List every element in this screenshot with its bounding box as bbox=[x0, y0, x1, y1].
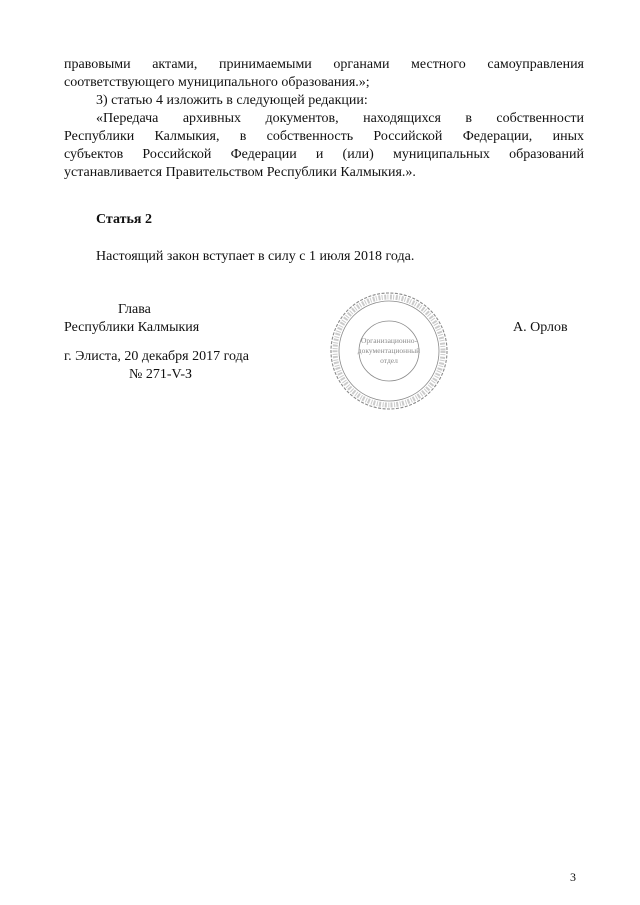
text-line: устанавливается Правительством Республики Калмыкия.». bbox=[64, 165, 416, 180]
signatory-title-line2: Республики Калмыкия bbox=[64, 320, 200, 335]
article-heading: Статья 2 bbox=[96, 212, 152, 227]
paragraph-quoted-text bbox=[64, 110, 584, 182]
place-and-date: г. Элиста, 20 декабря 2017 года bbox=[64, 349, 249, 364]
text-line: правовыми актами, принимаемыми органами местного самоуправления bbox=[64, 57, 584, 72]
paragraph-continuation bbox=[64, 56, 584, 92]
article-text: Настоящий закон вступает в силу с 1 июля 2018 года. bbox=[96, 249, 415, 264]
text-line: 3) статью 4 изложить в следующей редакции: bbox=[96, 93, 368, 108]
text-line: «Передача архивных документов, находящихся в собственности bbox=[96, 111, 584, 126]
stamp-text: отдел bbox=[380, 356, 398, 365]
signatory-name: А. Орлов bbox=[513, 320, 568, 335]
text-line: субъектов Российской Федерации и (или) муниципальных образований bbox=[64, 147, 584, 162]
official-stamp bbox=[328, 290, 450, 412]
text-line: Республики Калмыкия, в собственность Российской Федерации, иных bbox=[64, 129, 584, 144]
stamp-text: документационный bbox=[357, 346, 421, 355]
signatory-title-line1: Глава bbox=[118, 302, 151, 317]
paragraph-amendment bbox=[64, 92, 584, 110]
text-line: соответствующего муниципального образования.»; bbox=[64, 75, 370, 90]
stamp-text: Организационно- bbox=[361, 336, 417, 345]
law-number: № 271-V-З bbox=[129, 367, 193, 382]
page-number: 3 bbox=[570, 870, 576, 884]
